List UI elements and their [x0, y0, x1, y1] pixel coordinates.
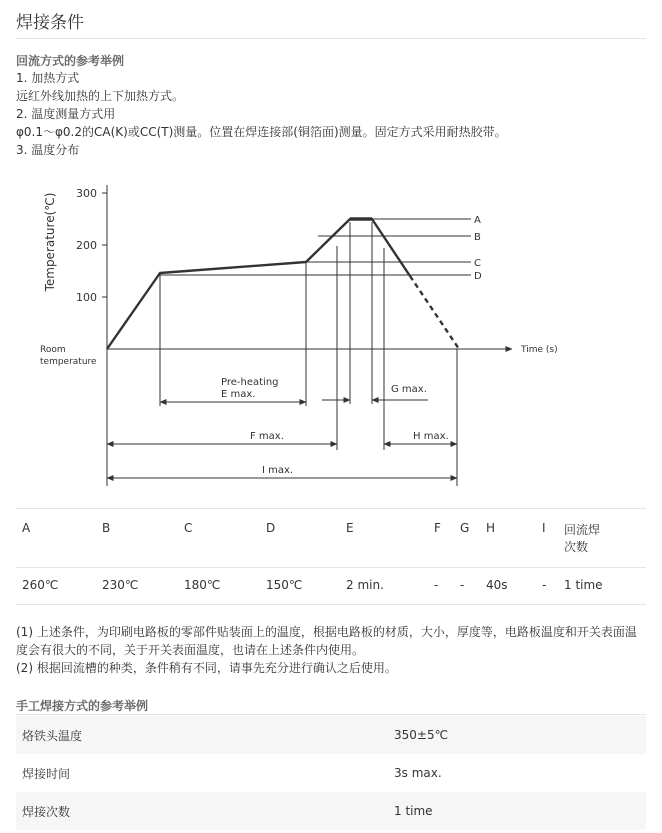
conditions-header-row [16, 509, 646, 568]
note-2: (2) 根据回流槽的种类，条件稍有不同，请事先充分进行确认之后使用。 [16, 661, 397, 675]
g-label: G max. [391, 384, 427, 395]
header-cell: F [428, 509, 454, 568]
marker-a: A [474, 215, 481, 226]
room-label-line1: Room [40, 345, 66, 355]
preheat-label-1: Pre-heating [221, 377, 279, 388]
i-label: I max. [262, 465, 294, 476]
header-cell: D [260, 509, 340, 568]
table-row [16, 716, 646, 754]
value-cell: 1 time [558, 568, 646, 605]
reflow-line-5: 3. 温度分布 [16, 143, 80, 157]
header-cell: A [16, 509, 96, 568]
header-cell: I [536, 509, 558, 568]
value-cell: - [428, 568, 454, 605]
note-1: (1) 上述条件，为印刷电路板的零部件贴装面上的温度，根据电路板的材质，大小，厚度等，电路板温度和开关表面温度会有很大的不同，关于开关表面温度，也请在上述条件内使用。 [16, 625, 637, 657]
y-tick-label-100: 100 [76, 291, 97, 304]
reflow-line-3: 2. 温度测量方式用 [16, 107, 116, 121]
hand-value: 3s max. [394, 766, 442, 780]
x-axis-label: Time (s) [521, 345, 558, 355]
header-cell: B [96, 509, 178, 568]
header-count-label: 次数 [564, 540, 589, 554]
hand-label: 焊接时间 [22, 766, 71, 781]
marker-d: D [474, 271, 482, 282]
reflow-line-1: 1. 加热方式 [16, 71, 80, 85]
table-row [16, 754, 646, 792]
hand-divider [16, 714, 646, 715]
reflow-heading: 回流方式的参考举例 [16, 54, 125, 68]
notes [16, 623, 646, 677]
header-cell: H [480, 509, 536, 568]
value-cell: - [454, 568, 480, 605]
header-cell: G [454, 509, 480, 568]
header-cell: E [340, 509, 428, 568]
reflow-line-4: φ0.1～φ0.2的CA(K)或CC(T)测量。位置在焊连接部(铜箔面)测量。固定方式采用耐热胶带。 [16, 125, 507, 139]
preheat-label-2: E max. [221, 389, 256, 400]
hand-label: 焊接次数 [16, 792, 394, 830]
value-cell: 180℃ [178, 568, 260, 605]
hand-soldering-heading: 手工焊接方式的参考举例 [16, 699, 149, 713]
hand-label: 烙铁头温度 [16, 716, 394, 754]
h-label: H max. [413, 431, 449, 442]
reflow-line-2: 远红外线加热的上下加热方式。 [16, 89, 185, 103]
page-title: 焊接条件 [16, 13, 84, 33]
value-cell: - [536, 568, 558, 605]
value-cell: 2 min. [340, 568, 428, 605]
reflow-conditions-table [16, 508, 646, 605]
hand-soldering-table [16, 716, 646, 830]
room-label-line2: temperature [40, 357, 97, 367]
header-cell: C [178, 509, 260, 568]
marker-b: B [474, 232, 481, 243]
value-cell: 40s [480, 568, 536, 605]
header-cell-reflow-count [558, 509, 646, 568]
y-axis-label: Temperature(℃) [43, 192, 57, 292]
f-label: F max. [250, 431, 284, 442]
table-row [16, 792, 646, 830]
value-cell: 150℃ [260, 568, 340, 605]
cooling-dashed [410, 276, 459, 349]
y-tick-label-300: 300 [76, 187, 97, 200]
hand-value: 350±5℃ [394, 716, 646, 754]
value-cell: 230℃ [96, 568, 178, 605]
y-tick-label-200: 200 [76, 239, 97, 252]
profile-curve [107, 219, 410, 349]
marker-c: C [474, 258, 481, 269]
value-cell: 260℃ [16, 568, 96, 605]
hand-value: 1 time [394, 792, 646, 830]
header-reflow-label: 回流焊 [564, 523, 601, 537]
conditions-value-row [16, 568, 646, 605]
